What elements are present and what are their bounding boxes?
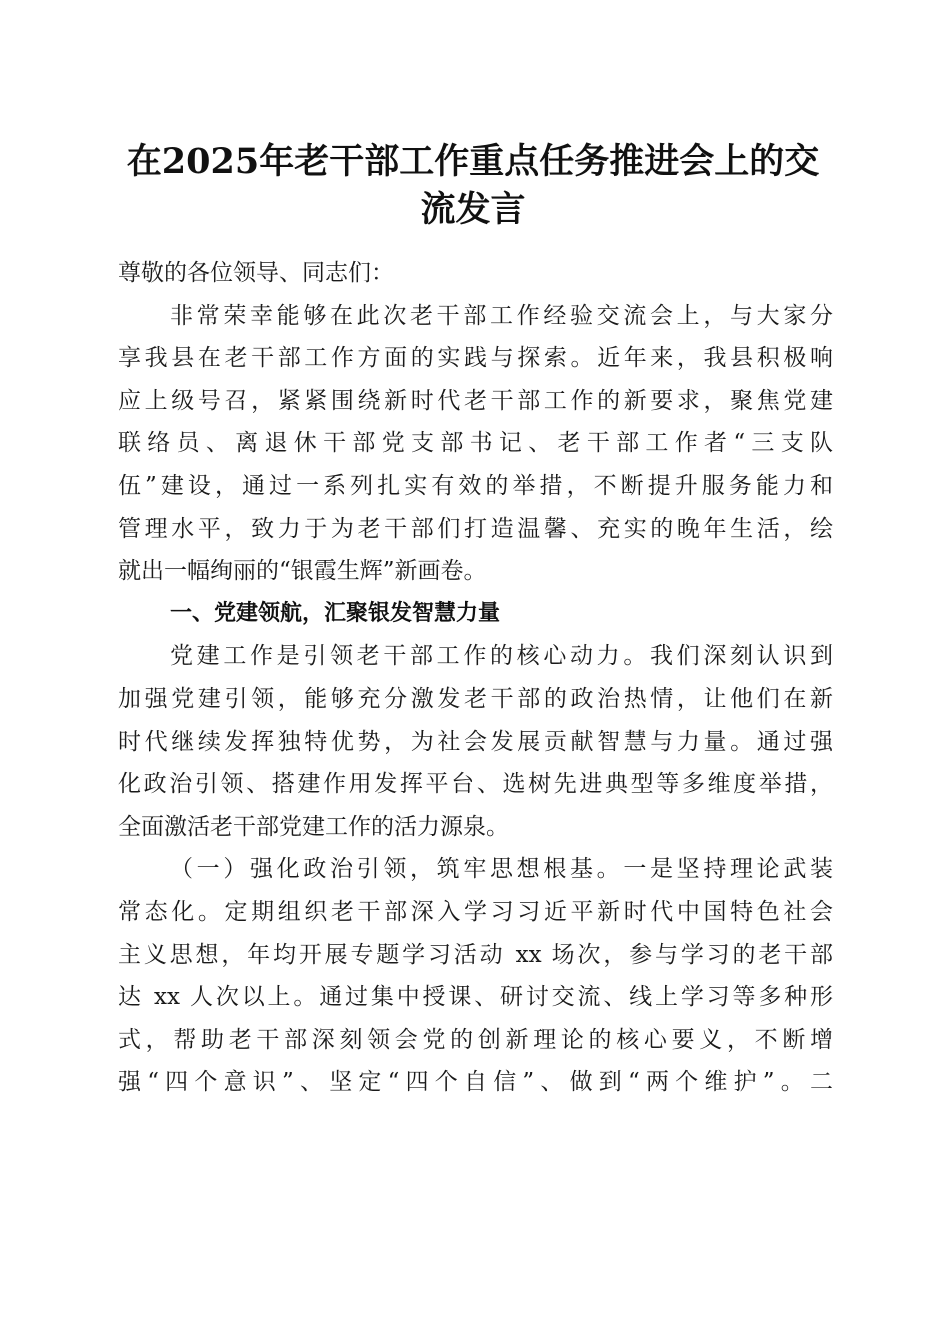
body-line: 强“四个意识”、坚定“四个自信”、做到“两个维护”。二	[118, 1069, 833, 1096]
body-line: 加强党建引领，能够充分激发老干部的政治热情，让他们在新	[118, 685, 833, 712]
body-line: 主义思想，年均开展专题学习活动 xx 场次，参与学习的老干部	[118, 941, 833, 968]
body-line: 联络员、离退休干部党支部书记、老干部工作者“三支队	[118, 430, 833, 457]
body-line: 党建工作是引领老干部工作的核心动力。我们深刻认识到	[170, 643, 833, 670]
body-line: 享我县在老干部工作方面的实践与探索。近年来，我县积极响	[118, 345, 833, 372]
document-title	[118, 138, 828, 234]
body-line: 达 xx 人次以上。通过集中授课、研讨交流、线上学习等多种形	[118, 984, 833, 1011]
section-heading: 一、党建领航，汇聚银发智慧力量	[170, 600, 501, 626]
body-line: 伍”建设，通过一系列扎实有效的举措，不断提升服务能力和	[118, 472, 833, 499]
body-line: 全面激活老干部党建工作的活力源泉。	[118, 813, 509, 840]
subsection-line: （一）强化政治引领，筑牢思想根基。一是坚持理论武装	[170, 856, 833, 883]
document-body	[118, 252, 833, 1104]
title-line-2: 流发言	[420, 189, 526, 230]
body-line: 就出一幅绚丽的“银霞生辉”新画卷。	[118, 558, 487, 585]
body-line: 时代继续发挥独特优势，为社会发展贡献智慧与力量。通过强	[118, 728, 833, 755]
salutation: 尊敬的各位领导、同志们：	[118, 260, 394, 286]
body-line: 非常荣幸能够在此次老干部工作经验交流会上，与大家分	[170, 302, 833, 329]
body-line: 管理水平，致力于为老干部们打造温馨、充实的晚年生活，绘	[118, 515, 833, 542]
body-line: 常态化。定期组织老干部深入学习习近平新时代中国特色社会	[118, 898, 833, 925]
title-line-1: 在2025年老干部工作重点任务推进会上的交	[126, 141, 820, 182]
body-line: 化政治引领、搭建作用发挥平台、选树先进典型等多维度举措，	[118, 771, 833, 798]
body-line: 式，帮助老干部深刻领会党的创新理论的核心要义，不断增	[118, 1026, 833, 1053]
body-line: 应上级号召，紧紧围绕新时代老干部工作的新要求，聚焦党建	[118, 387, 833, 414]
